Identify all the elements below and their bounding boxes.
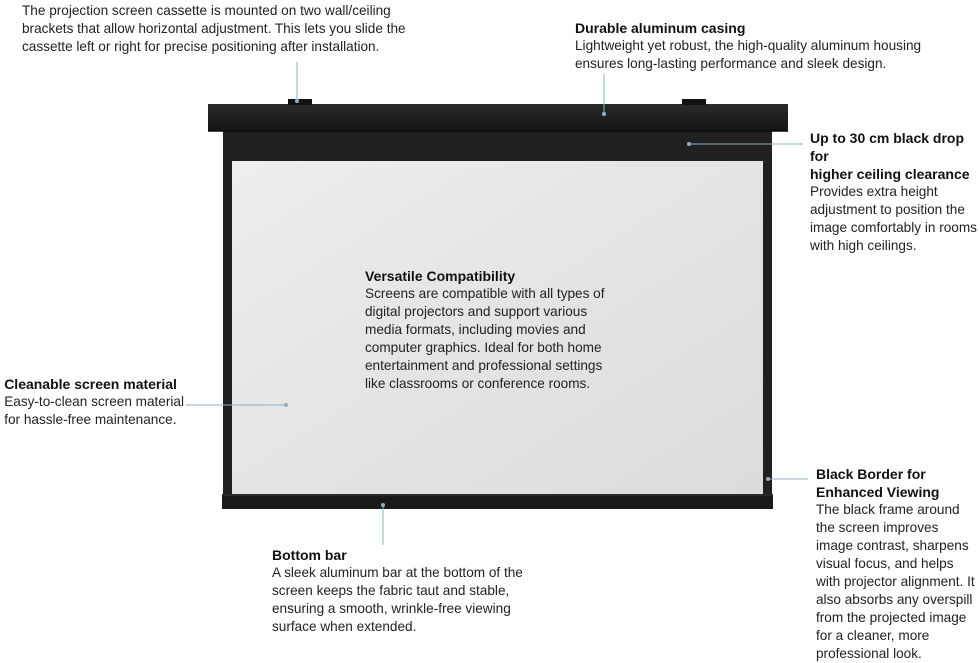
callout-bottom-body: A sleek aluminum bar at the bottom of the screen keeps the fabric taut and stable, ensuring a smooth, wrinkle-free viewing surface when extended. <box>272 565 523 634</box>
callout-casing-title: Durable aluminum casing <box>575 20 746 36</box>
callout-casing <box>575 19 921 73</box>
callout-mounting <box>22 2 406 56</box>
callout-drop-title: Up to 30 cm black drop for higher ceiling clearance <box>810 130 970 182</box>
callout-cleanable <box>0 375 184 429</box>
callout-cleanable-body: Easy-to-clean screen material for hassle-free maintenance. <box>4 394 184 427</box>
callout-border-title: Black Border for Enhanced Viewing <box>816 466 940 500</box>
callout-cleanable-title: Cleanable screen material <box>4 376 177 392</box>
callout-compat-title: Versatile Compatibility <box>365 268 516 284</box>
mounting-bracket-right <box>682 99 706 105</box>
callout-compat-body: Screens are compatible with all types of digital projectors and support various media formats, including movies and computer graphics. Ideal for both home entertainment and professional settings like classrooms or conference rooms. <box>365 286 605 391</box>
callout-bottom <box>272 546 523 636</box>
callout-mounting-body: The projection screen cassette is mounted on two wall/ceiling brackets that allow horizontal adjustment. This lets you slide the cassette left or right for precise positioning after installation. <box>22 3 406 54</box>
callout-border-body: The black frame around the screen improves image contrast, sharpens visual focus, and helps with projector alignment. It also absorbs any overspill from the projected image for a cleaner, more professional look. <box>816 502 975 661</box>
aluminum-casing <box>208 104 788 131</box>
callout-bottom-title: Bottom bar <box>272 547 347 563</box>
bottom-bar <box>222 494 773 509</box>
callout-compat <box>365 267 605 393</box>
mounting-bracket-left <box>288 99 312 105</box>
callout-border <box>816 465 980 661</box>
callout-drop <box>810 129 980 255</box>
callout-drop-body: Provides extra height adjustment to position the image comfortably in rooms with high ceilings. <box>810 184 977 253</box>
callout-casing-body: Lightweight yet robust, the high-quality aluminum housing ensures long-lasting performance and sleek design. <box>575 38 922 71</box>
